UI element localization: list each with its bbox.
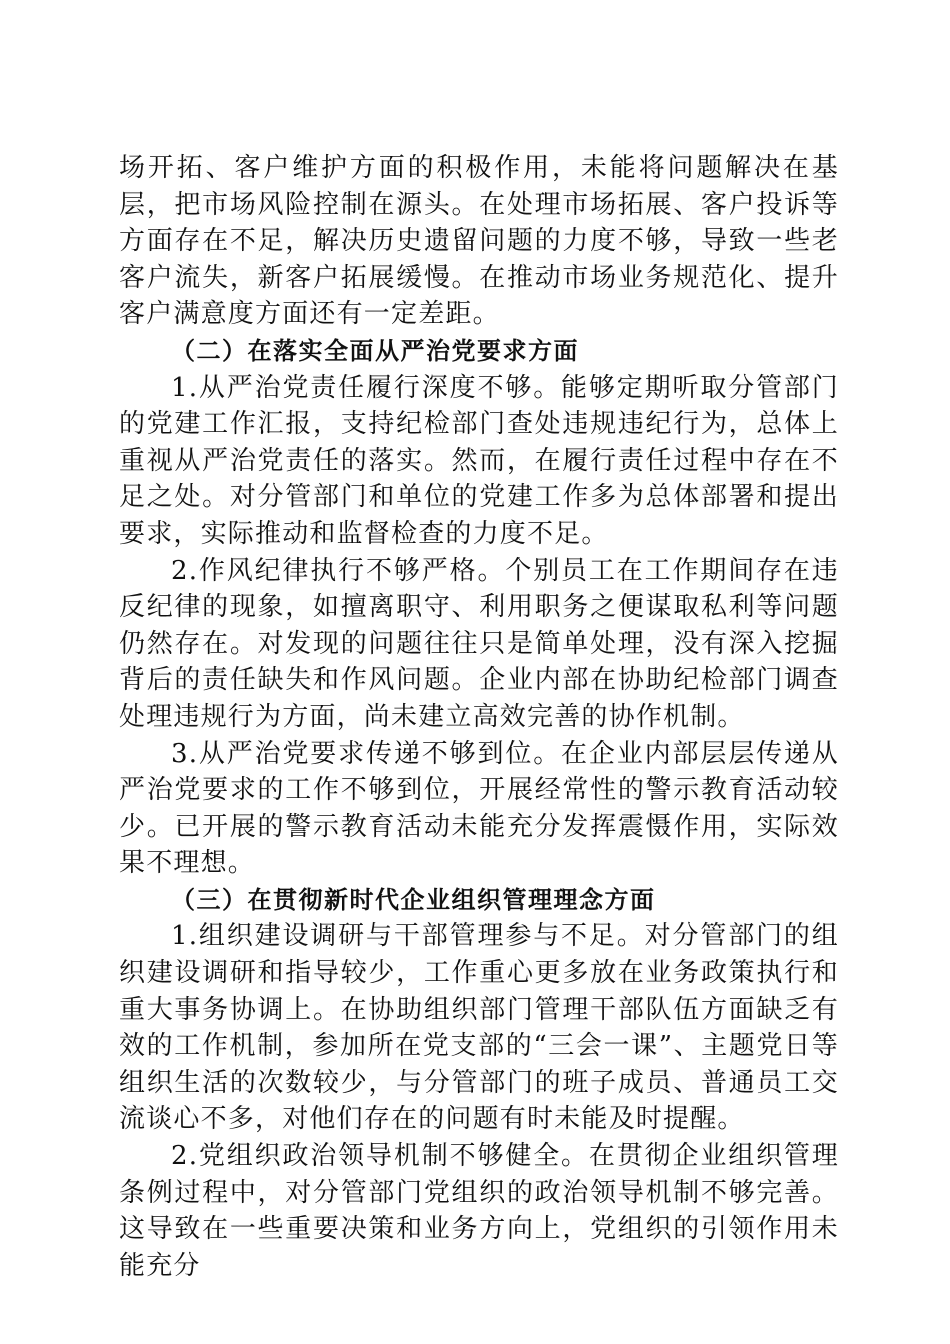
paragraph-item-3-1: 1.组织建设调研与干部管理参与不足。对分管部门的组织建设调研和指导较少，工作重心更多放在业务政策执行和重大事务协调上。在协助组织部门管理干部队伍方面缺乏有效的工作机制，参加所在党支部的“三会一课”、主题党日等组织生活的次数较少，与分管部门的班子成员、普通员工交流谈心不多，对他们存在的问题有时未能及时提醒。 — [119, 921, 839, 1135]
section-heading-2: （二）在落实全面从严治党要求方面 — [171, 336, 579, 365]
paragraph-item-2-2: 2.作风纪律执行不够严格。个别员工在工作期间存在违反纪律的现象，如擅离职守、利用职务之便谋取私利等问题仍然存在。对发现的问题往往只是简单处理，没有深入挖掘背后的责任缺失和作风问题。企业内部在协助纪检部门调查处理违规行为方面，尚未建立高效完善的协作机制。 — [119, 555, 839, 732]
paragraph-item-2-1: 1.从严治党责任履行深度不够。能够定期听取分管部门的党建工作汇报，支持纪检部门查处违规违纪行为，总体上重视从严治党责任的落实。然而，在履行责任过程中存在不足之处。对分管部门和单位的党建工作多为总体部署和提出要求，实际推动和监督检查的力度不足。 — [119, 372, 839, 549]
document-body — [119, 150, 839, 1284]
section-heading-3: （三）在贯彻新时代企业组织管理理念方面 — [171, 885, 656, 914]
paragraph-market-continued: 场开拓、客户维护方面的积极作用，未能将问题解决在基层，把市场风险控制在源头。在处理市场拓展、客户投诉等方面存在不足，解决历史遗留问题的力度不够，导致一些老客户流失，新客户拓展缓慢。在推动市场业务规范化、提升客户满意度方面还有一定差距。 — [119, 153, 839, 330]
paragraph-item-3-2: 2.党组织政治领导机制不够健全。在贯彻企业组织管理条例过程中，对分管部门党组织的政治领导机制不够完善。这导致在一些重要决策和业务方向上，党组织的引领作用未能充分 — [119, 1141, 839, 1281]
paragraph-item-2-3: 3.从严治党要求传递不够到位。在企业内部层层传递从严治党要求的工作不够到位，开展经常性的警示教育活动较少。已开展的警示教育活动未能充分发挥震慑作用，实际效果不理想。 — [119, 738, 839, 879]
